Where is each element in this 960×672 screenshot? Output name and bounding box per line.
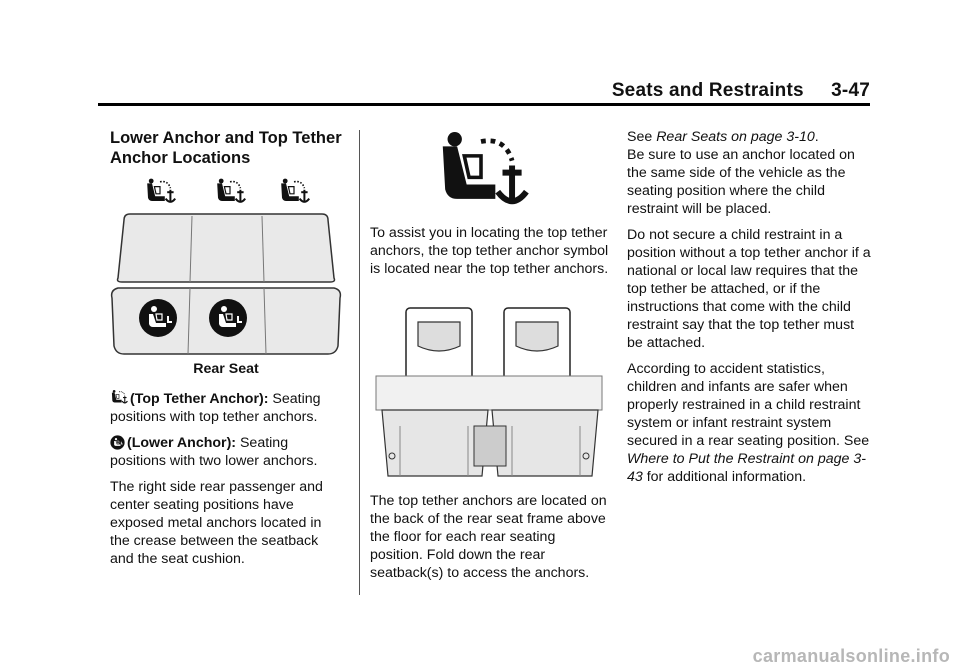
seatback xyxy=(118,214,335,282)
text-see: See xyxy=(627,129,657,145)
figure-caption: Rear Seat xyxy=(193,361,259,377)
section-heading: Lower Anchor and Top Tether Anchor Locations xyxy=(110,129,342,167)
top-tether-icon-right xyxy=(281,179,309,203)
header-rule xyxy=(98,103,870,106)
column-divider xyxy=(359,130,360,595)
lower-anchor-term: (Lower Anchor): xyxy=(127,435,237,451)
rear-window-area xyxy=(376,376,602,410)
watermark: carmanualsonline.info xyxy=(752,646,950,666)
lower-anchor-icon-left xyxy=(139,299,177,337)
top-tether-symbol-large xyxy=(443,132,527,204)
top-tether-icon-center xyxy=(217,179,245,203)
lower-anchor-icon xyxy=(110,435,125,450)
paragraph-accident-statistics xyxy=(627,360,872,486)
top-tether-desc: Seating positions with top tether anchors. xyxy=(110,391,321,425)
page-header-title: Seats and Restraints 3-47 xyxy=(611,80,870,101)
column-1 xyxy=(110,128,342,576)
seatback-left xyxy=(382,410,488,476)
text-additional-info: for additional information. xyxy=(642,469,807,485)
text-period: . xyxy=(814,129,819,145)
link-where-to-put-restraint[interactable]: Where to Put the Restraint on page 3-43 xyxy=(627,451,866,485)
lower-anchor-definition xyxy=(110,434,342,470)
text-same-side: Be sure to use an anchor located on the same side of the vehicle as the seating position where the child restraint will be placed. xyxy=(627,147,855,217)
top-tether-icon xyxy=(110,390,128,406)
tether-anchor-location-figure xyxy=(370,306,610,478)
rear-seat-figure xyxy=(110,178,342,356)
top-tether-symbol-figure xyxy=(370,128,610,224)
top-tether-icon-left xyxy=(147,179,175,203)
paragraph-see-rear-seats xyxy=(627,128,872,218)
paragraph-exposed-anchors: The right side rear passenger and center seating positions have exposed metal anchors located in the crease between the seatback and the seat cushion. xyxy=(110,479,323,567)
lower-anchor-icon-center xyxy=(209,299,247,337)
top-tether-definition xyxy=(110,390,342,426)
lower-anchor-desc: Seating positions with two lower anchors. xyxy=(110,435,318,469)
column-3 xyxy=(627,128,872,494)
text-statistics: According to accident statistics, children and infants are safer when properly restrained in a child restraint system or infant restraint system secured in a rear seating position. See xyxy=(627,361,870,449)
center-console xyxy=(474,426,506,466)
column-2 xyxy=(370,128,610,590)
paragraph-tether-location: The top tether anchors are located on the back of the rear seat frame above the floor for each rear seating position. Fold down the rear seatback(s) to access the anchors. xyxy=(370,493,607,581)
top-tether-term: (Top Tether Anchor): xyxy=(130,391,269,407)
seatback-right xyxy=(492,410,598,476)
link-rear-seats[interactable]: Rear Seats on page 3-10 xyxy=(656,129,815,145)
paragraph-law-requirement: Do not secure a child restraint in a position without a top tether anchor if a national or local law requires that the top tether be attached, or if the instructions that come with the child restraint say that the top tether must be attached. xyxy=(627,227,871,351)
paragraph-symbol-location: To assist you in locating the top tether anchors, the top tether anchor symbol is located near the top tether anchors. xyxy=(370,225,609,277)
